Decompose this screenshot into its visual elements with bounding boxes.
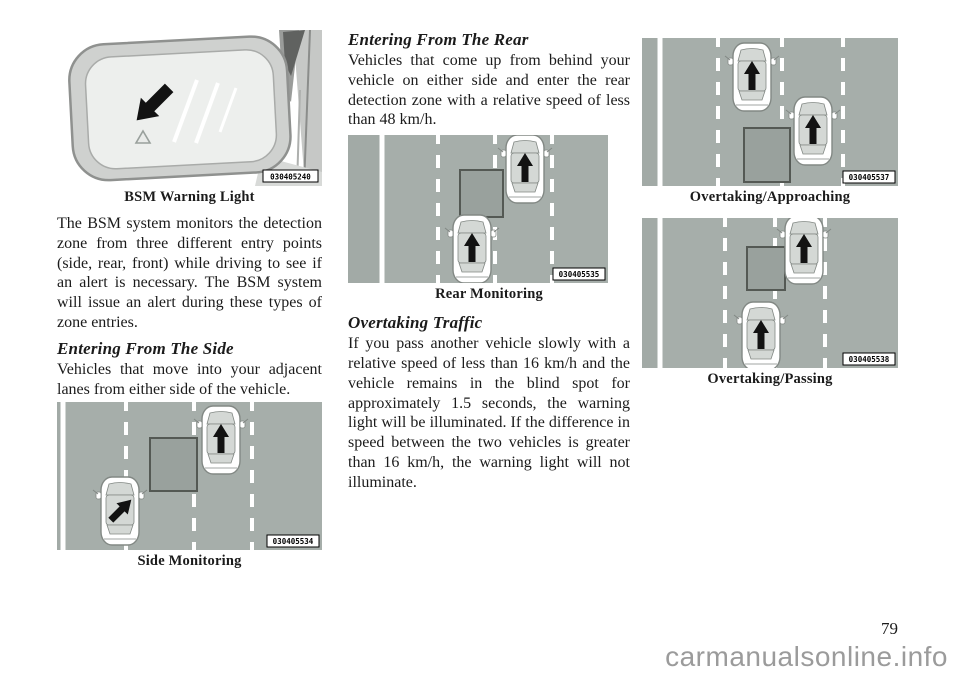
road-shoulder [642,38,658,186]
bsm-warning-light-figure [57,30,322,206]
car-icon [498,135,552,203]
heading-overtaking-traffic: Overtaking Traffic [348,313,483,333]
car-icon [786,97,840,165]
watermark: carmanualsonline.info [665,641,948,672]
detection-zone [744,128,790,182]
figure-caption: Side Monitoring [137,553,242,570]
image-id-text: 030405240 [270,172,311,182]
overtaking-passing-figure [642,218,898,388]
figure-caption: Overtaking/Approaching [689,189,851,205]
overtaking-passing-diagram [642,218,898,368]
overtaking-paragraph: If you pass another vehicle slowly with a relative speed of less than 16 km/h and the vehicle remains in the blind spot for approximately 1.5 seconds, the warning light will be illuminated. If the difference in speed between the two vehicles is greater than 16 km/h, the warning light will not illuminate. [348,335,630,491]
car-icon [734,302,788,368]
detection-zone [747,247,785,290]
road-shoulder [348,135,380,283]
car-icon [777,218,831,284]
side-paragraph: Vehicles that move into your adjacent lanes from either side of the vehicle. [57,360,322,398]
side-monitoring-diagram [57,402,322,550]
rear-paragraph: Vehicles that come up from behind your vehicle on either side and enter the rear detection zone with a relative speed of less than 48 km/h. [348,52,630,129]
column-right [642,38,898,388]
road-diagram-svg [642,218,898,368]
figure-caption: BSM Warning Light [124,189,255,205]
heading-entering-from-the-side: Entering From The Side [57,338,234,358]
detection-zone [460,170,503,217]
image-id-text: 030405538 [848,355,890,364]
car-icon [445,215,499,283]
figure-caption: Overtaking/Passing [707,371,833,387]
road-diagram-svg [642,38,898,186]
bsm-intro-paragraph: The BSM system monitors the detection zone from three different entry points (side, rear, front) while driving to see if an alert is necessary. The BSM system will issue an alert during these types of zone entries. [57,215,322,331]
car-icon [725,43,779,111]
image-id-text: 030405535 [558,270,600,280]
mirror-illustration [57,30,322,186]
road-shoulder [57,402,61,550]
road-diagram-svg [57,402,322,550]
column-middle [348,30,630,493]
rear-monitoring-figure [348,135,630,303]
mirror-housing [67,35,292,182]
road-shoulder [642,218,658,368]
detection-zone [150,438,197,491]
rear-monitoring-diagram [348,135,630,283]
image-id-text: 030405534 [272,537,314,547]
overtaking-approaching-figure [642,38,898,206]
heading-entering-from-the-rear: Entering From The Rear [348,30,529,49]
car-icon [93,477,147,545]
column-left [57,30,322,570]
image-id-text: 030405537 [848,173,890,182]
figure-caption: Rear Monitoring [435,286,543,303]
image-id-tag [263,170,318,182]
side-monitoring-figure [57,402,322,570]
overtaking-approaching-diagram [642,38,898,186]
page-number: 79 [881,619,898,638]
mirror-glass [84,48,278,170]
road-diagram-svg [348,135,608,283]
car-icon [194,406,248,474]
